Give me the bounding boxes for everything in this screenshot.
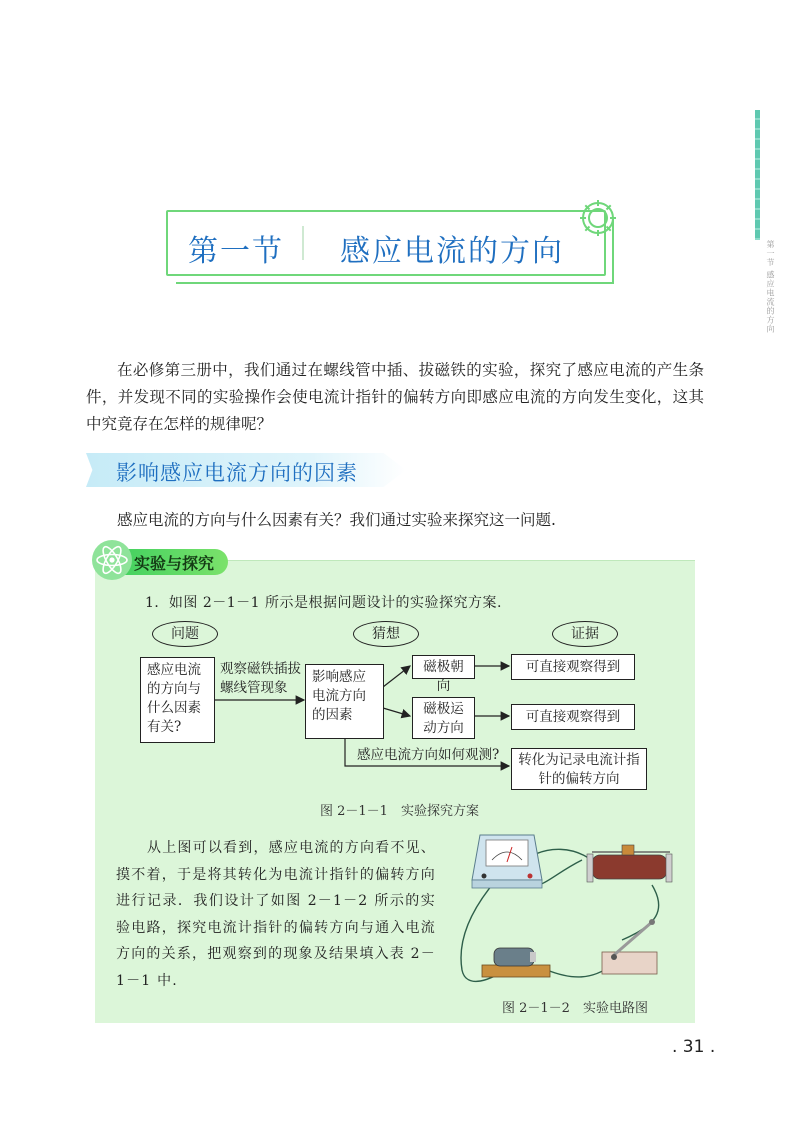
experiment-paragraph: 从上图可以看到，感应电流的方向看不见、摸不着，于是将其转化为电流计指针的偏转方向进行记录．我们设计了如图 2－1－2 所示的实验电路，探究电流计指针的偏转方向与通入电流方向的关系，把观察到的现象及结果填入表 2－1－1 中. bbox=[116, 840, 436, 989]
question-box: 感应电流的方向与什么因素有关? bbox=[140, 657, 215, 743]
oval-evidence: 证据 bbox=[552, 621, 618, 647]
battery-icon bbox=[482, 948, 550, 977]
gear-icon bbox=[572, 192, 624, 244]
figure-caption-2: 图 2－1－2 实验电路图 bbox=[502, 1001, 648, 1016]
chapter-side-tab bbox=[755, 110, 760, 240]
circuit-illustration bbox=[452, 830, 692, 995]
experiment-label: 实验与探究 bbox=[134, 554, 215, 573]
intro-paragraph: 在必修第三册中，我们通过在螺线管中插、拔磁铁的实验，探究了感应电流的产生条件，并发现不同的实验操作会使电流计指针的偏转方向即感应电流的方向发生变化，这其中究竟存在怎样的规律呢？ bbox=[86, 361, 704, 433]
galvanometer-icon bbox=[472, 835, 542, 888]
observe-question-label: 感应电流方向如何观测? bbox=[357, 747, 500, 763]
experiment-step-1: 1．如图 2－1－1 所示是根据问题设计的实验探究方案. bbox=[145, 595, 502, 611]
guess-box: 影响感应电流方向的因素 bbox=[305, 664, 384, 739]
figure-caption-1: 图 2－1－1 实验探究方案 bbox=[320, 804, 479, 819]
subsection-lead: 感应电流的方向与什么因素有关？我们通过实验来探究这一问题. bbox=[117, 511, 556, 529]
evidence-box-3: 转化为记录电流计指针的偏转方向 bbox=[511, 748, 647, 790]
oval-question: 问题 bbox=[152, 621, 218, 647]
factor-pole-orientation: 磁极朝向 bbox=[412, 655, 475, 679]
title-divider bbox=[302, 226, 304, 260]
factor-pole-motion: 磁极运动方向 bbox=[412, 697, 475, 739]
section-title: 感应电流的方向 bbox=[340, 234, 564, 269]
evidence-box-2: 可直接观察得到 bbox=[511, 704, 635, 730]
rheostat-icon bbox=[587, 845, 672, 882]
oval-guess: 猜想 bbox=[353, 621, 419, 647]
switch-icon bbox=[602, 919, 657, 974]
subsection-title: 影响感应电流方向的因素 bbox=[116, 461, 358, 485]
evidence-box-1: 可直接观察得到 bbox=[511, 654, 635, 680]
page-number: . 31 . bbox=[672, 1037, 716, 1057]
section-number: 第一节 bbox=[188, 234, 284, 269]
arrow-label-observe: 观察磁铁插拔螺线管现象 bbox=[220, 661, 301, 696]
atom-icon bbox=[90, 538, 134, 582]
side-vertical-label: 第一节 感应电流的方向 bbox=[766, 240, 775, 334]
